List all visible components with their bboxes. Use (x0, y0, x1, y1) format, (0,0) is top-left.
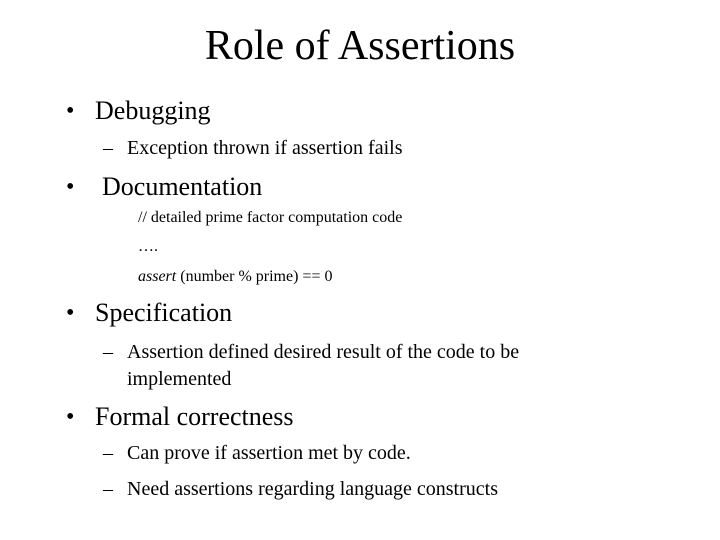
sub-bullet-exception: Exception thrown if assertion fails (127, 137, 403, 159)
dash-symbol: – (103, 442, 113, 464)
bullet-specification: Specification (95, 298, 233, 327)
sub-bullet-need-assertions: Need assertions regarding language constructs (127, 478, 498, 500)
dash-symbol: – (103, 341, 113, 363)
bullet-dot: • (66, 300, 75, 326)
bullet-dot: • (66, 174, 75, 200)
bullet-documentation: Documentation (102, 172, 263, 201)
bullet-formal-correctness: Formal correctness (95, 402, 294, 431)
slide-title: Role of Assertions (204, 23, 516, 69)
bullet-debugging: Debugging (95, 96, 211, 125)
sub-bullet-assertion-defined: Assertion defined desired result of the code to be (127, 341, 520, 363)
bullet-dot: • (66, 98, 75, 124)
dash-symbol: – (103, 478, 113, 500)
assert-keyword: assert (138, 268, 177, 285)
sub-bullet-can-prove: Can prove if assertion met by code. (127, 442, 411, 464)
sub-bullet-assertion-defined-cont: implemented (127, 368, 232, 390)
code-ellipsis-line: …. (138, 238, 158, 255)
dash-symbol: – (103, 137, 113, 159)
code-comment-line: // detailed prime factor computation code (138, 209, 403, 226)
code-assert-line (138, 266, 332, 288)
assert-expression: (number % prime) == 0 (176, 268, 333, 285)
bullet-dot: • (66, 404, 75, 430)
